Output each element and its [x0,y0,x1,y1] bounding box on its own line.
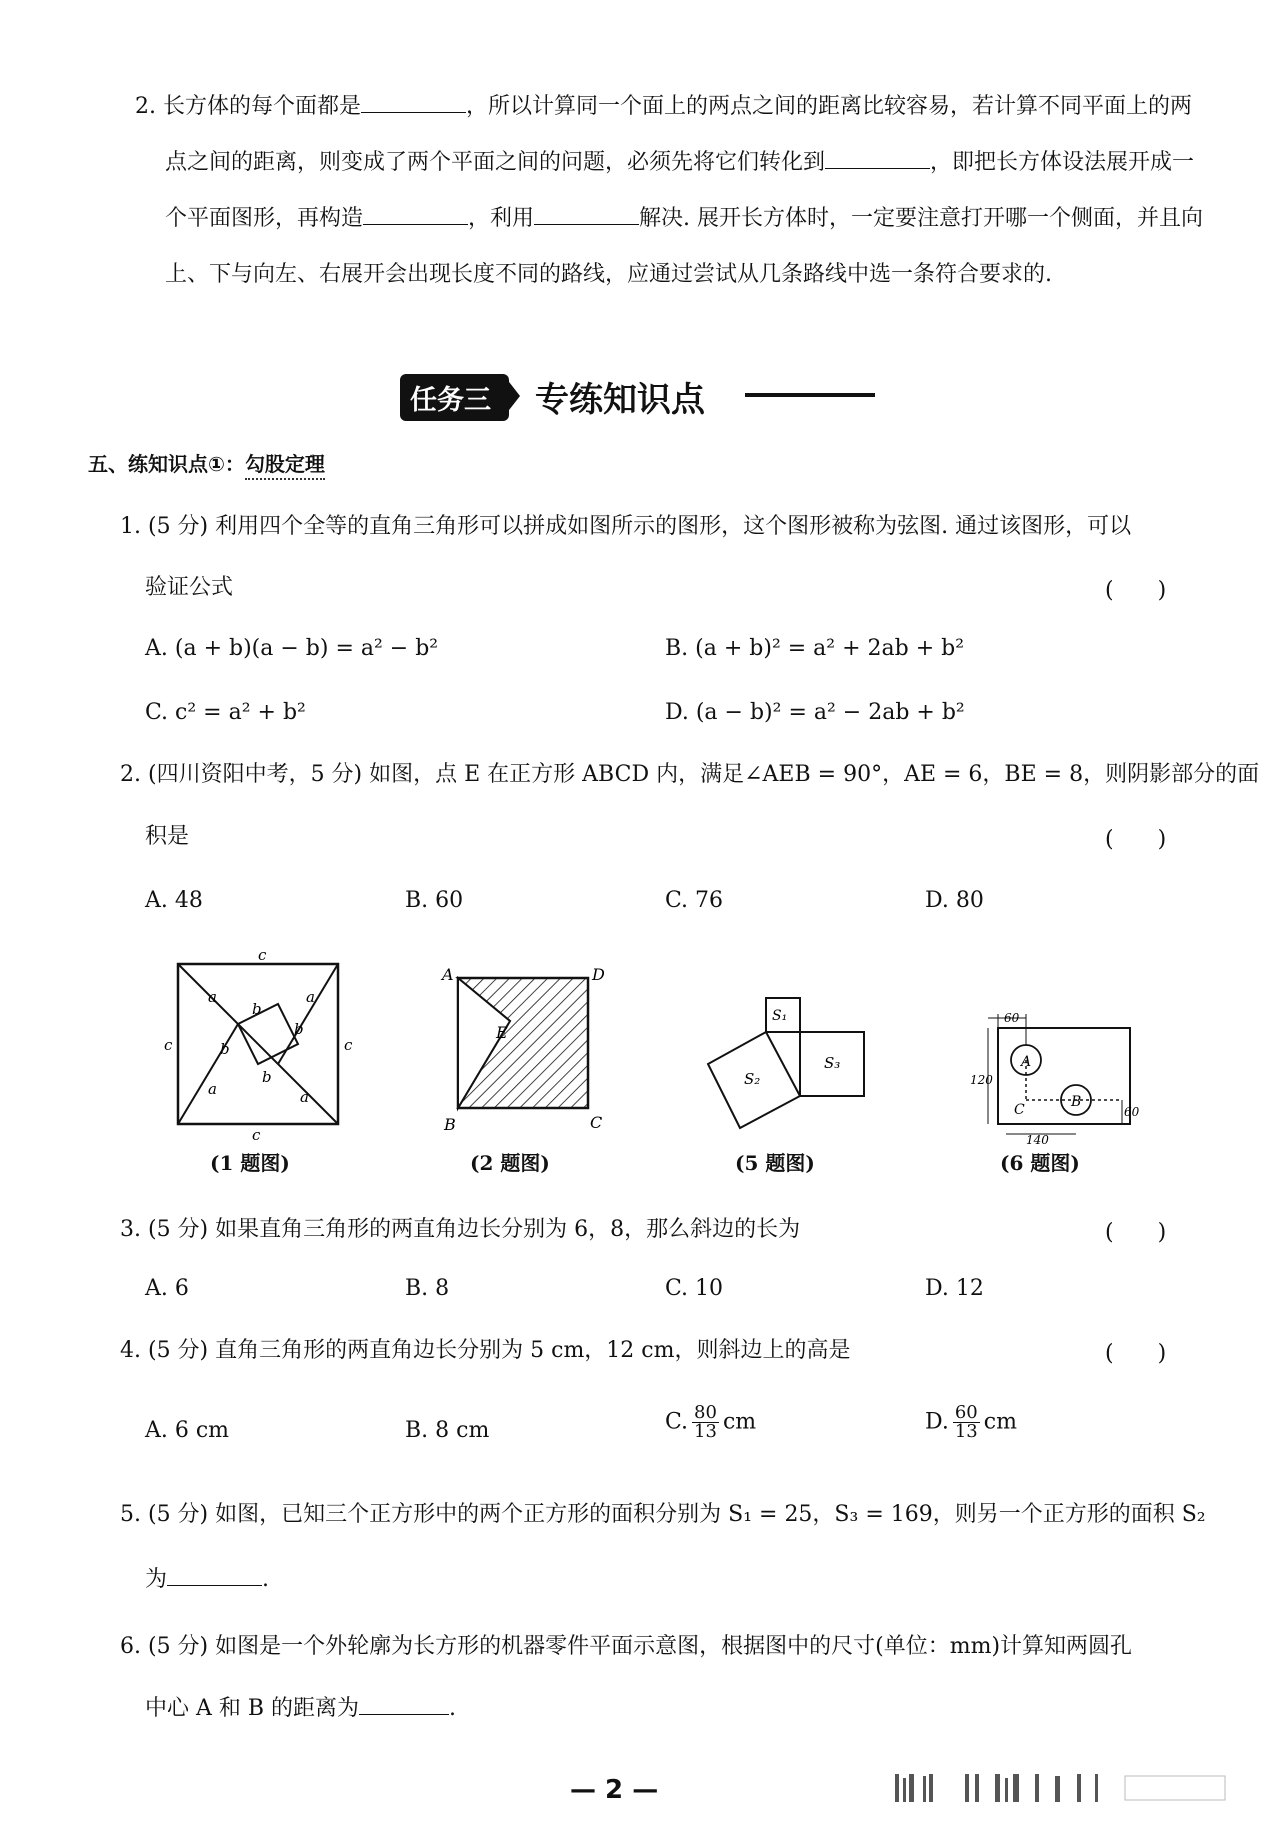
figure-5-caption: (5 题图) [735,1151,815,1175]
q4-stem: 4. (5 分) 直角三角形的两直角边长分别为 5 cm，12 cm，则斜边上的高是 [120,1338,851,1363]
fig1-label-a: a [300,1088,309,1106]
q3-answer-paren[interactable]: ( ) [1105,1220,1167,1245]
q2-option-d[interactable]: D. 80 [925,888,984,913]
intro-line-3 [165,204,1203,234]
figure-6-caption: (6 题图) [1000,1151,1080,1175]
fraction [692,1404,719,1441]
task-title: 专练知识点 [535,380,705,420]
intro-text: ，所以计算同一个面上的两点之间的距离比较容易，若计算不同平面上的两 [465,94,1192,119]
watermark-barcode-icon [895,1768,1235,1806]
fig1-label-c-left: c [164,1036,173,1054]
fig6-label-c: C [1014,1102,1025,1118]
q1-answer-paren[interactable]: ( ) [1105,578,1167,603]
answer-blank[interactable] [359,1694,449,1715]
figure-2-caption: (2 题图) [470,1151,550,1175]
fig1-label-b: b [220,1040,230,1058]
q4-option-b[interactable]: B. 8 cm [405,1418,490,1443]
q1-stem-2: 验证公式 [145,575,234,600]
q3-option-c[interactable]: C. 10 [665,1276,724,1301]
fig1-label-b: b [294,1020,304,1038]
task-badge: 任务三 [400,374,509,421]
task-arrow-icon [506,378,520,414]
q6-stem: 6. (5 分) 如图是一个外轮廓为长方形的机器零件平面示意图，根据图中的尺寸(单位：mm)计算知两圆孔 [120,1634,1133,1659]
fig1-label-b: b [252,1000,262,1018]
intro-line-2 [165,148,1194,178]
q4-option-c[interactable] [665,1404,756,1441]
q1-option-c[interactable]: C. c² = a² + b² [145,700,306,725]
q2-option-c[interactable]: C. 76 [665,888,724,913]
intro-text: ，即把长方体设法展开成一 [930,150,1195,175]
q1-option-d[interactable]: D. (a − b)² = a² − 2ab + b² [665,700,965,725]
intro-text: 点之间的距离，则变成了两个平面之间的问题，必须先将它们转化到 [165,150,826,175]
q5-text: 为 [145,1567,168,1592]
fig2-label-c: C [590,1113,603,1132]
q2-stem-2: 积是 [145,824,190,849]
numerator: 60 [954,1402,978,1423]
title-rule [745,393,875,397]
q4-answer-paren[interactable]: ( ) [1105,1341,1167,1366]
figure-1-string-diagram [160,950,360,1140]
fig2-label-a: A [442,965,454,984]
q6-stem-2 [145,1694,456,1724]
intro-line-4: 上、下与向左、右展开会出现长度不同的路线，应通过尝试从几条路线中选一条符合要求的. [165,262,1052,287]
option-letter: C. [665,1409,689,1435]
answer-blank[interactable] [167,1565,262,1586]
fig5-label-s1: S₁ [772,1008,788,1024]
q5-text: . [262,1567,270,1592]
fig5-label-s2: S₂ [744,1070,761,1088]
q2-answer-paren[interactable]: ( ) [1105,827,1167,852]
fig2-label-b: B [444,1115,456,1134]
fig6-dim-120: 120 [970,1073,993,1087]
fig6-dim-140: 140 [1026,1133,1049,1147]
q5-stem: 5. (5 分) 如图，已知三个正方形中的两个正方形的面积分别为 S₁ = 25，S₃ = 169，则另一个正方形的面积 S₂ [120,1502,1206,1527]
option-letter: D. [925,1409,949,1435]
fig5-label-s3: S₃ [824,1054,841,1072]
intro-text: 个平面图形，再构造 [165,206,364,231]
fig1-label-a: a [306,988,315,1006]
figure-5-three-squares [690,988,880,1148]
q1-option-b[interactable]: B. (a + b)² = a² + 2ab + b² [665,636,965,661]
q2-option-b[interactable]: B. 60 [405,888,464,913]
q1-option-a[interactable]: A. (a + b)(a − b) = a² − b² [145,636,439,661]
fig6-label-b: B [1071,1094,1082,1110]
section-prefix: 五、练知识点①： [88,452,245,476]
intro-text: 2. 长方体的每个面都是 [135,94,361,119]
fig1-label-a: a [208,988,217,1006]
fig2-label-d: D [592,965,605,984]
q4-option-d[interactable] [925,1404,1017,1441]
answer-blank[interactable] [363,204,468,225]
section-topic: 勾股定理 [245,452,325,480]
fig6-dim-60-top: 60 [1004,1012,1020,1025]
answer-blank[interactable] [361,92,466,113]
figure-6-machine-part [970,1012,1150,1147]
q5-stem-2 [145,1565,269,1595]
intro-text: ，利用 [468,206,535,231]
section-heading [88,448,325,477]
q3-option-d[interactable]: D. 12 [925,1276,984,1301]
fig6-dim-60-right: 60 [1124,1105,1140,1119]
fraction [953,1404,980,1441]
q2-option-a[interactable]: A. 48 [145,888,203,913]
fig1-label-c-bottom: c [252,1126,261,1140]
q3-stem: 3. (5 分) 如果直角三角形的两直角边长分别为 6，8，那么斜边的长为 [120,1217,801,1242]
q6-text: . [449,1696,457,1721]
unit: cm [722,1409,757,1435]
unit: cm [983,1409,1017,1435]
figure-1-caption: (1 题图) [210,1151,290,1175]
q6-text: 中心 A 和 B 的距离为 [145,1696,360,1721]
intro-text: 解决. 展开长方体时，一定要注意打开哪一个侧面，并且向 [639,206,1204,231]
fig6-label-a: A [1021,1054,1032,1070]
fig1-label-c-right: c [344,1036,353,1054]
page-number: — 2 — [570,1775,659,1805]
fig1-label-a: a [208,1080,217,1098]
q1-stem: 1. (5 分) 利用四个全等的直角三角形可以拼成如图所示的图形，这个图形被称为弦图. 通过该图形，可以 [120,514,1132,539]
fig1-label-b: b [262,1068,272,1086]
fig2-label-e: E [496,1023,508,1042]
fig1-label-c-top: c [258,950,267,964]
q3-option-a[interactable]: A. 6 [145,1276,189,1301]
q2-stem: 2. (四川资阳中考，5 分) 如图，点 E 在正方形 ABCD 内，满足∠AEB = 90°，AE = 6，BE = 8，则阴影部分的面 [120,762,1260,787]
denominator: 13 [694,1421,717,1442]
answer-blank[interactable] [534,204,639,225]
answer-blank[interactable] [825,148,930,169]
denominator: 13 [954,1421,978,1442]
figure-2-square-shaded [440,958,620,1148]
numerator: 80 [694,1402,717,1423]
q4-option-a[interactable]: A. 6 cm [145,1418,230,1443]
q3-option-b[interactable]: B. 8 [405,1276,450,1301]
intro-line-1 [135,92,1192,122]
